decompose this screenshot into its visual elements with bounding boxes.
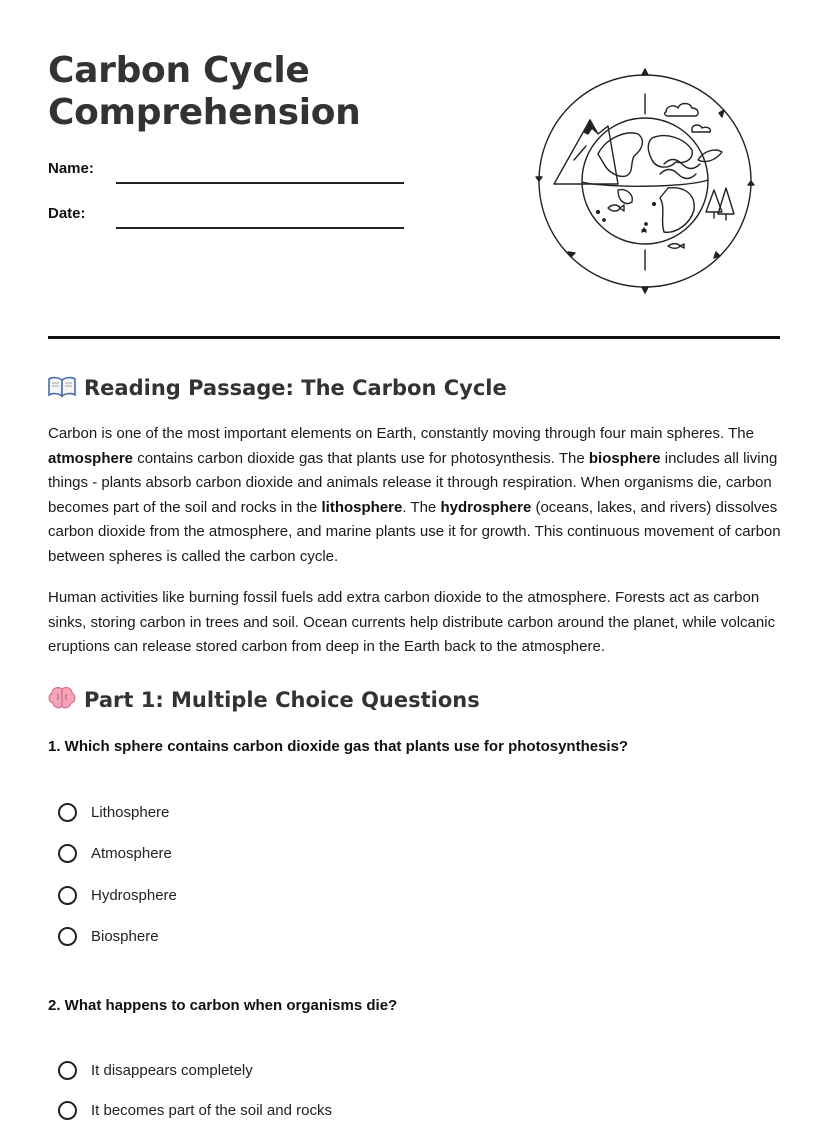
name-field[interactable] xyxy=(48,160,408,190)
name-blank-line[interactable] xyxy=(116,182,404,184)
bold-term: lithosphere xyxy=(321,498,403,516)
radio-button[interactable] xyxy=(58,803,77,822)
name-label: Name: xyxy=(48,160,94,177)
date-blank-line[interactable] xyxy=(116,227,404,229)
text-run: (oceans, lakes, and rivers) dissolves carbon dioxide from the atmosphere, and marine plants use it for growth. This continuous movement of carbon between spheres is called the carbon cycle. xyxy=(48,498,781,565)
radio-button[interactable] xyxy=(58,927,77,946)
q2-option-soil-rocks[interactable] xyxy=(58,1097,332,1123)
date-field[interactable] xyxy=(48,205,408,235)
reading-paragraph-2: Human activities like burning fossil fuels add extra carbon dioxide to the atmosphere. Forests act as carbon sinks, storing carbon in trees and soil. Ocean currents help distribute carbon around the planet, while volcanic eruptions can release stored carbon from deep in the Earth back to the atmosphere. xyxy=(48,589,776,656)
radio-button[interactable] xyxy=(58,844,77,863)
bold-term: atmosphere xyxy=(48,449,134,467)
reading-heading-text: Reading Passage: The Carbon Cycle xyxy=(84,376,507,400)
option-label: It disappears completely xyxy=(91,1061,253,1079)
q1-option-atmosphere[interactable] xyxy=(58,840,172,866)
brain-icon xyxy=(48,686,76,715)
reading-paragraph-1 xyxy=(48,422,782,570)
option-label: It becomes part of the soil and rocks xyxy=(91,1101,332,1119)
header-divider xyxy=(48,336,780,339)
question-1-text: 1. Which sphere contains carbon dioxide gas that plants use for photosynthesis? xyxy=(48,738,629,755)
option-label: Biosphere xyxy=(91,927,159,945)
page-title: Carbon Cycle Comprehension xyxy=(48,50,361,133)
text-run: . The xyxy=(402,498,441,516)
q2-option-disappears[interactable] xyxy=(58,1057,253,1083)
radio-button[interactable] xyxy=(58,886,77,905)
date-label: Date: xyxy=(48,205,86,222)
option-label: Atmosphere xyxy=(91,844,172,862)
part1-heading-text: Part 1: Multiple Choice Questions xyxy=(84,688,480,712)
question-2-text: 2. What happens to carbon when organisms die? xyxy=(48,997,398,1014)
q1-option-hydrosphere[interactable] xyxy=(58,882,177,908)
bold-term: hydrosphere xyxy=(440,498,532,516)
q1-option-lithosphere[interactable] xyxy=(58,799,169,825)
open-book-icon xyxy=(48,376,76,403)
bold-term: biosphere xyxy=(588,449,661,467)
q1-option-biosphere[interactable] xyxy=(58,923,159,949)
reading-heading xyxy=(48,376,507,403)
option-label: Lithosphere xyxy=(91,803,170,821)
option-label: Hydrosphere xyxy=(91,886,177,904)
earth-carbon-cycle-illustration xyxy=(534,64,764,300)
text-run: includes all living things - plants absorb carbon dioxide and animals release it through respiration. When organisms die, carbon becomes part of the soil and rocks in the xyxy=(48,449,778,516)
worksheet-header xyxy=(48,0,780,340)
radio-button[interactable] xyxy=(58,1101,77,1120)
worksheet-page xyxy=(48,0,781,1119)
radio-button[interactable] xyxy=(58,1061,77,1080)
text-run: Carbon is one of the most important elements on Earth, constantly moving through four main spheres. The xyxy=(48,425,754,442)
part1-heading xyxy=(48,686,480,715)
text-run: contains carbon dioxide gas that plants use for photosynthesis. The xyxy=(133,449,589,467)
